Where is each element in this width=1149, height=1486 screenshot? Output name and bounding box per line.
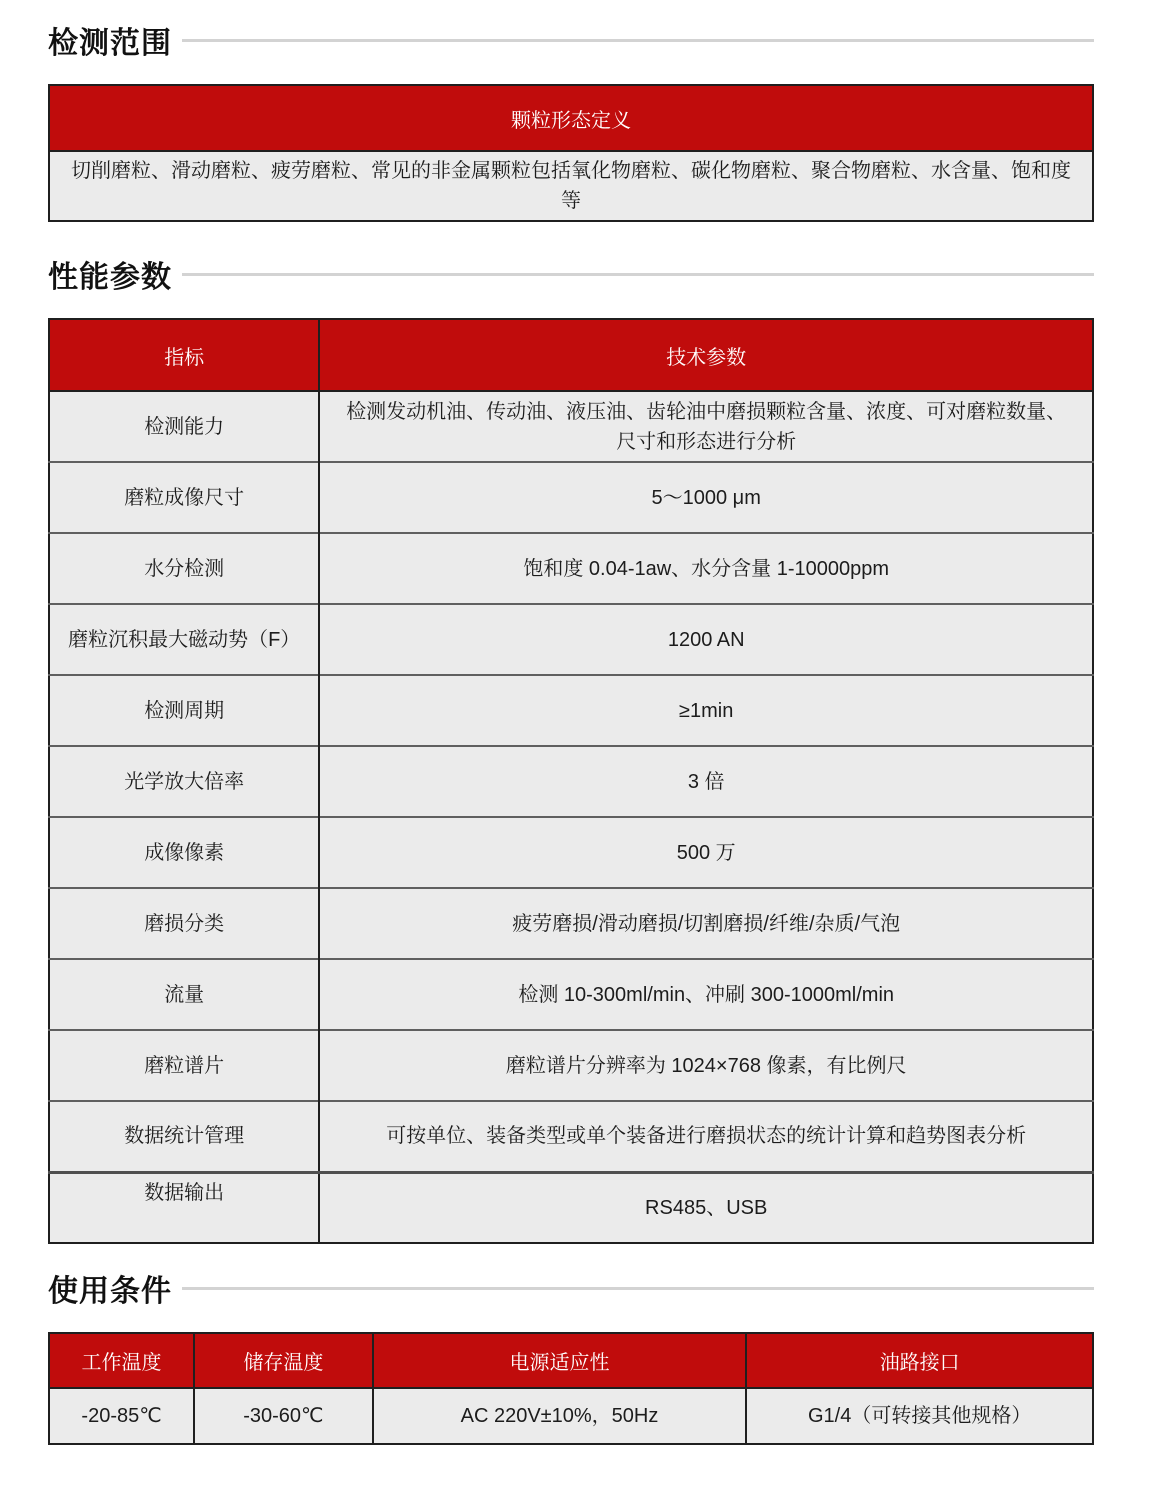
spec-label-cell: 检测周期	[49, 675, 319, 746]
table-row	[49, 462, 1093, 533]
spec-value-cell: 1200 AN	[319, 604, 1093, 675]
section-heading-performance	[48, 252, 1094, 296]
column-header-power-adaptability: 电源适应性	[373, 1333, 747, 1388]
table-row	[49, 1172, 1093, 1243]
performance-parameters-table	[48, 318, 1094, 1244]
spec-value-cell: 5～1000 μm	[319, 462, 1093, 533]
spec-label-cell: 流量	[49, 959, 319, 1030]
spec-value-cell: 3 倍	[319, 746, 1093, 817]
table-row	[49, 1388, 1093, 1444]
column-header-storage-temperature: 储存温度	[194, 1333, 373, 1388]
heading-rule	[182, 39, 1094, 42]
spec-value-cell: 可按单位、装备类型或单个装备进行磨损状态的统计计算和趋势图表分析	[319, 1101, 1093, 1172]
spec-value-cell: ≥1min	[319, 675, 1093, 746]
heading-rule	[182, 1287, 1094, 1290]
working-temperature-value: -20-85℃	[49, 1388, 194, 1444]
spec-value-cell: 检测 10-300ml/min、冲刷 300-1000ml/min	[319, 959, 1093, 1030]
spec-value-cell: 饱和度 0.04-1aw、水分含量 1-10000ppm	[319, 533, 1093, 604]
section-title-performance: 性能参数	[48, 261, 172, 294]
table-header-row	[49, 85, 1093, 151]
table-header-row	[49, 319, 1093, 391]
spec-label-cell: 数据输出	[49, 1172, 319, 1243]
particle-definition-header-cell: 颗粒形态定义	[49, 85, 1093, 151]
spec-value-cell: RS485、USB	[319, 1172, 1093, 1243]
table-row	[49, 604, 1093, 675]
column-header-indicator: 指标	[49, 319, 319, 391]
spec-label-cell: 磨损分类	[49, 888, 319, 959]
section-title-usage-conditions: 使用条件	[48, 1275, 172, 1308]
table-row	[49, 151, 1093, 221]
table-row	[49, 533, 1093, 604]
column-header-working-temperature: 工作温度	[49, 1333, 194, 1388]
spec-label-cell: 数据统计管理	[49, 1101, 319, 1172]
table-row	[49, 817, 1093, 888]
table-row	[49, 888, 1093, 959]
section-heading-detection-scope	[48, 18, 1094, 62]
table-row	[49, 959, 1093, 1030]
usage-conditions-table	[48, 1332, 1094, 1445]
column-header-tech-parameter: 技术参数	[319, 319, 1093, 391]
spec-value-cell: 500 万	[319, 817, 1093, 888]
particle-definition-table	[48, 84, 1094, 222]
table-row	[49, 1030, 1093, 1101]
oil-port-value: G1/4（可转接其他规格）	[746, 1388, 1093, 1444]
table-row	[49, 746, 1093, 817]
section-title-detection-scope: 检测范围	[48, 27, 172, 60]
table-header-row	[49, 1333, 1093, 1388]
spec-label-cell: 检测能力	[49, 391, 319, 462]
table-row	[49, 391, 1093, 462]
table-row	[49, 675, 1093, 746]
spec-label-cell: 磨粒谱片	[49, 1030, 319, 1101]
storage-temperature-value: -30-60℃	[194, 1388, 373, 1444]
section-heading-usage-conditions	[48, 1266, 1094, 1310]
spec-label-cell: 磨粒沉积最大磁动势（F）	[49, 604, 319, 675]
spec-value-cell: 疲劳磨损/滑动磨损/切割磨损/纤维/杂质/气泡	[319, 888, 1093, 959]
column-header-oil-port: 油路接口	[746, 1333, 1093, 1388]
spec-value-cell: 检测发动机油、传动油、液压油、齿轮油中磨损颗粒含量、浓度、可对磨粒数量、尺寸和形态进行分析	[319, 391, 1093, 462]
spec-value-cell: 磨粒谱片分辨率为 1024×768 像素，有比例尺	[319, 1030, 1093, 1101]
power-adaptability-value: AC 220V±10%，50Hz	[373, 1388, 747, 1444]
spec-label-cell: 光学放大倍率	[49, 746, 319, 817]
spec-label-cell: 磨粒成像尺寸	[49, 462, 319, 533]
heading-rule	[182, 273, 1094, 276]
spec-label-cell: 成像像素	[49, 817, 319, 888]
particle-definition-content-cell: 切削磨粒、滑动磨粒、疲劳磨粒、常见的非金属颗粒包括氧化物磨粒、碳化物磨粒、聚合物磨粒、水含量、饱和度等	[49, 151, 1093, 221]
table-row	[49, 1101, 1093, 1172]
spec-label-cell: 水分检测	[49, 533, 319, 604]
